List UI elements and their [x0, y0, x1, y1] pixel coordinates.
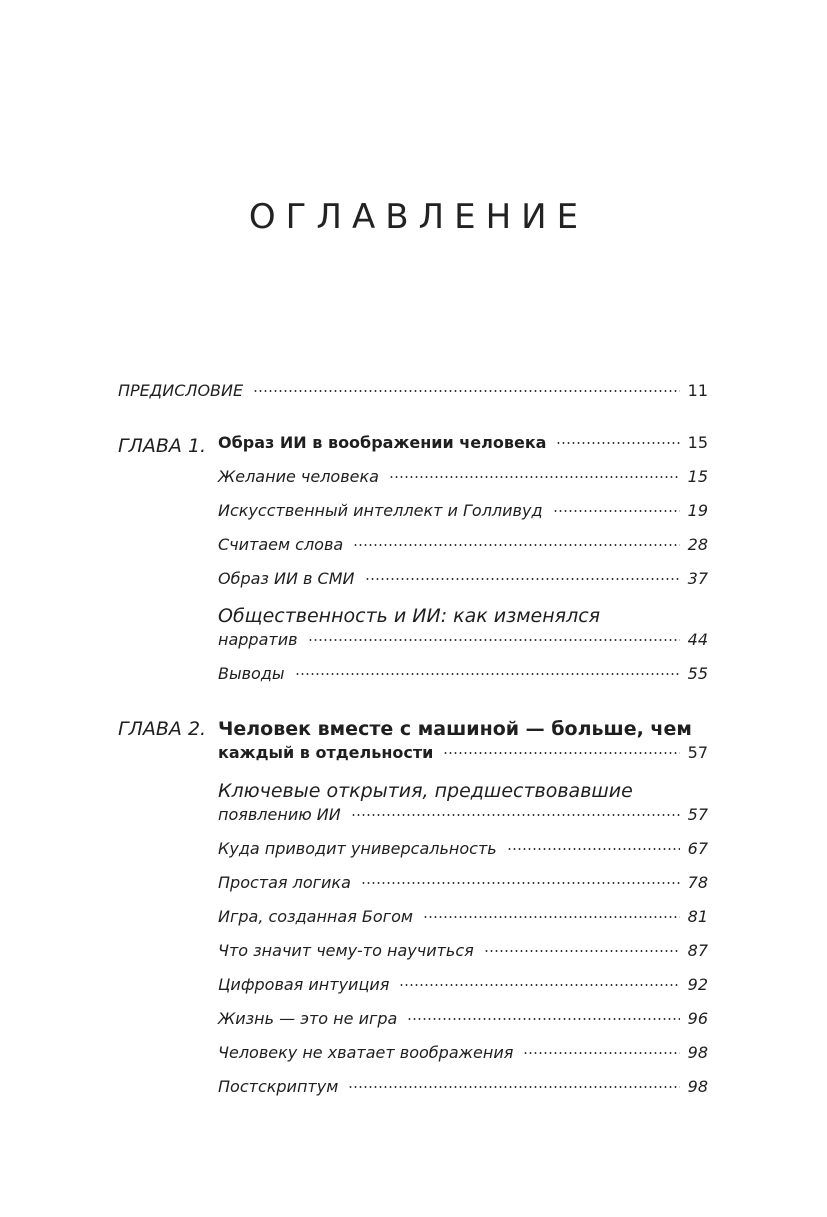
toc-entry-chapter-1[interactable]	[218, 433, 708, 459]
toc-entry-title: Что значит чему-то научиться	[218, 941, 474, 960]
dot-leader	[484, 950, 680, 952]
toc-entry-title: Игра, созданная Богом	[218, 907, 413, 926]
toc-page-number: 92	[687, 975, 708, 994]
toc-entry-section[interactable]	[218, 467, 708, 493]
toc-entry-title: Цифровая интуиция	[218, 975, 390, 994]
dot-leader	[348, 1086, 679, 1088]
dot-leader	[399, 984, 679, 986]
toc-page-number: 15	[687, 433, 708, 452]
dot-leader	[389, 476, 680, 478]
toc-entry-section[interactable]	[218, 907, 708, 933]
dot-leader	[253, 390, 680, 392]
dot-leader	[295, 673, 680, 675]
toc-entry-section[interactable]	[218, 805, 708, 831]
toc-page-number: 78	[687, 873, 708, 892]
toc-entry-title: Желание человека	[218, 467, 379, 486]
toc-page-number: 57	[687, 805, 708, 824]
toc-page-number: 15	[687, 467, 708, 486]
toc-entry-section[interactable]	[218, 664, 708, 690]
toc-entry-preface[interactable]	[118, 381, 708, 407]
toc-page-number: 11	[687, 381, 708, 400]
toc-entry-title-line1: Ключевые открытия, предшествовавшие	[218, 780, 633, 802]
toc-entry-title: Простая логика	[218, 873, 351, 892]
toc-entry-section[interactable]	[218, 1077, 708, 1103]
toc-entry-section[interactable]	[218, 941, 708, 967]
dot-leader	[423, 916, 680, 918]
dot-leader	[365, 578, 680, 580]
toc-entry-title-line1: Общественность и ИИ: как изменялся	[218, 605, 601, 627]
dot-leader	[407, 1018, 679, 1020]
toc-entry-title: каждый в отдельности	[218, 743, 434, 762]
dot-leader	[553, 510, 680, 512]
toc-page-number: 98	[687, 1077, 708, 1096]
toc-entry-title: Образ ИИ в СМИ	[218, 569, 355, 588]
dot-leader	[361, 882, 680, 884]
page-title: ОГЛАВЛЕНИЕ	[248, 197, 589, 237]
toc-page-number: 28	[687, 535, 708, 554]
toc-entry-section[interactable]	[218, 569, 708, 595]
toc-page-number: 96	[687, 1009, 708, 1028]
toc-page-number: 55	[687, 664, 708, 683]
toc-entry-title: Жизнь — это не игра	[218, 1009, 398, 1028]
chapter-label: ГЛАВА 2.	[118, 718, 207, 740]
toc-page-number: 44	[687, 630, 708, 649]
toc-entry-chapter-2[interactable]	[218, 743, 708, 769]
toc-entry-title: Куда приводит универсальность	[218, 839, 497, 858]
dot-leader	[523, 1052, 679, 1054]
toc-entry-section[interactable]	[218, 1043, 708, 1069]
dot-leader	[443, 752, 679, 754]
toc-page-number: 19	[687, 501, 708, 520]
toc-page-number: 81	[687, 907, 708, 926]
toc-page-number: 98	[687, 1043, 708, 1062]
toc-entry-title: Образ ИИ в воображении человека	[218, 433, 547, 452]
toc-page-number: 87	[687, 941, 708, 960]
toc-entry-title: ПРЕДИСЛОВИЕ	[118, 381, 244, 400]
dot-leader	[507, 848, 680, 850]
toc-entry-title: Искусственный интеллект и Голливуд	[218, 501, 543, 520]
toc-entry-section[interactable]	[218, 1009, 708, 1035]
toc-page-number: 37	[687, 569, 708, 588]
toc-entry-title: нарратив	[218, 630, 298, 649]
toc-entry-section[interactable]	[218, 535, 708, 561]
toc-entry-title: Постскриптум	[218, 1077, 339, 1096]
toc-entry-section[interactable]	[218, 873, 708, 899]
toc-page-number: 67	[687, 839, 708, 858]
toc-entry-title-line1: Человек вместе с машиной — больше, чем	[218, 718, 692, 740]
dot-leader	[353, 544, 679, 546]
toc-entry-section[interactable]	[218, 630, 708, 656]
toc-entry-title: появлению ИИ	[218, 805, 341, 824]
dot-leader	[351, 814, 680, 816]
toc-entry-title: Считаем слова	[218, 535, 344, 554]
toc-entry-title: Человеку не хватает воображения	[218, 1043, 514, 1062]
toc-entry-title: Выводы	[218, 664, 285, 683]
toc-entry-section[interactable]	[218, 501, 708, 527]
chapter-label: ГЛАВА 1.	[118, 435, 207, 457]
toc-page-number: 57	[687, 743, 708, 762]
toc-entry-section[interactable]	[218, 839, 708, 865]
toc-entry-section[interactable]	[218, 975, 708, 1001]
dot-leader	[556, 442, 679, 444]
dot-leader	[308, 639, 680, 641]
